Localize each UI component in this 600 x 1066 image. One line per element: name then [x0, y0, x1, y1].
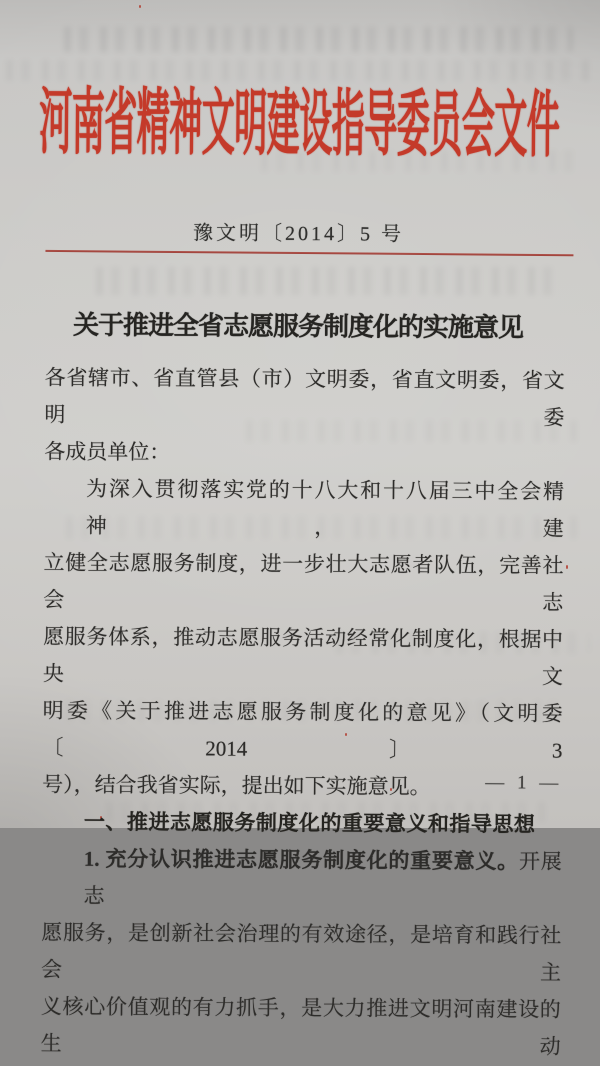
addressee-line-2: 各成员单位： [44, 439, 171, 465]
paragraph-line: 立健全志愿服务制度，进一步壮大志愿者队伍，完善社会志 [43, 550, 564, 615]
org-header-title: 河南省精神文明建设指导委员会文件 [38, 85, 560, 168]
item-1-line [41, 840, 561, 917]
paragraph-line: 为深入贯彻落实党的十八大和十八届三中全会精神，建 [85, 476, 565, 541]
document-number: 豫文明〔2014〕5 号 [193, 222, 405, 246]
page-number: — 1 — [485, 772, 563, 794]
paragraph-line: 愿服务，是创新社会治理的有效途径，是培育和践行社会主 [40, 920, 562, 985]
item-1-tail: 开展志 [83, 849, 562, 908]
document-body [41, 359, 565, 1065]
paragraph-line: 明委《关于推进志愿服务制度化的意见》（文明委〔2014〕3 [42, 698, 563, 763]
paragraph-line: 愿服务体系，推动志愿服务活动经常化制度化，根据中央文 [42, 624, 564, 689]
section-heading-1: 一、推进志愿服务制度化的重要意义和指导思想 [83, 810, 536, 837]
addressee-line-1: 各省辖市、省直管县（市）文明委，省直文明委，省文明委 [44, 365, 565, 430]
paragraph-line: 义核心价值观的有力抓手，是大力推进文明河南建设的生动 [40, 994, 561, 1059]
item-1-lead: 1. 充分认识推进志愿服务制度化的重要意义。 [83, 846, 520, 874]
paragraph-line: 号），结合我省实际，提出如下实施意见。 [42, 772, 431, 799]
document-title: 关于推进全省志愿服务制度化的实施意见 [72, 310, 524, 343]
red-separator-line [45, 250, 573, 256]
